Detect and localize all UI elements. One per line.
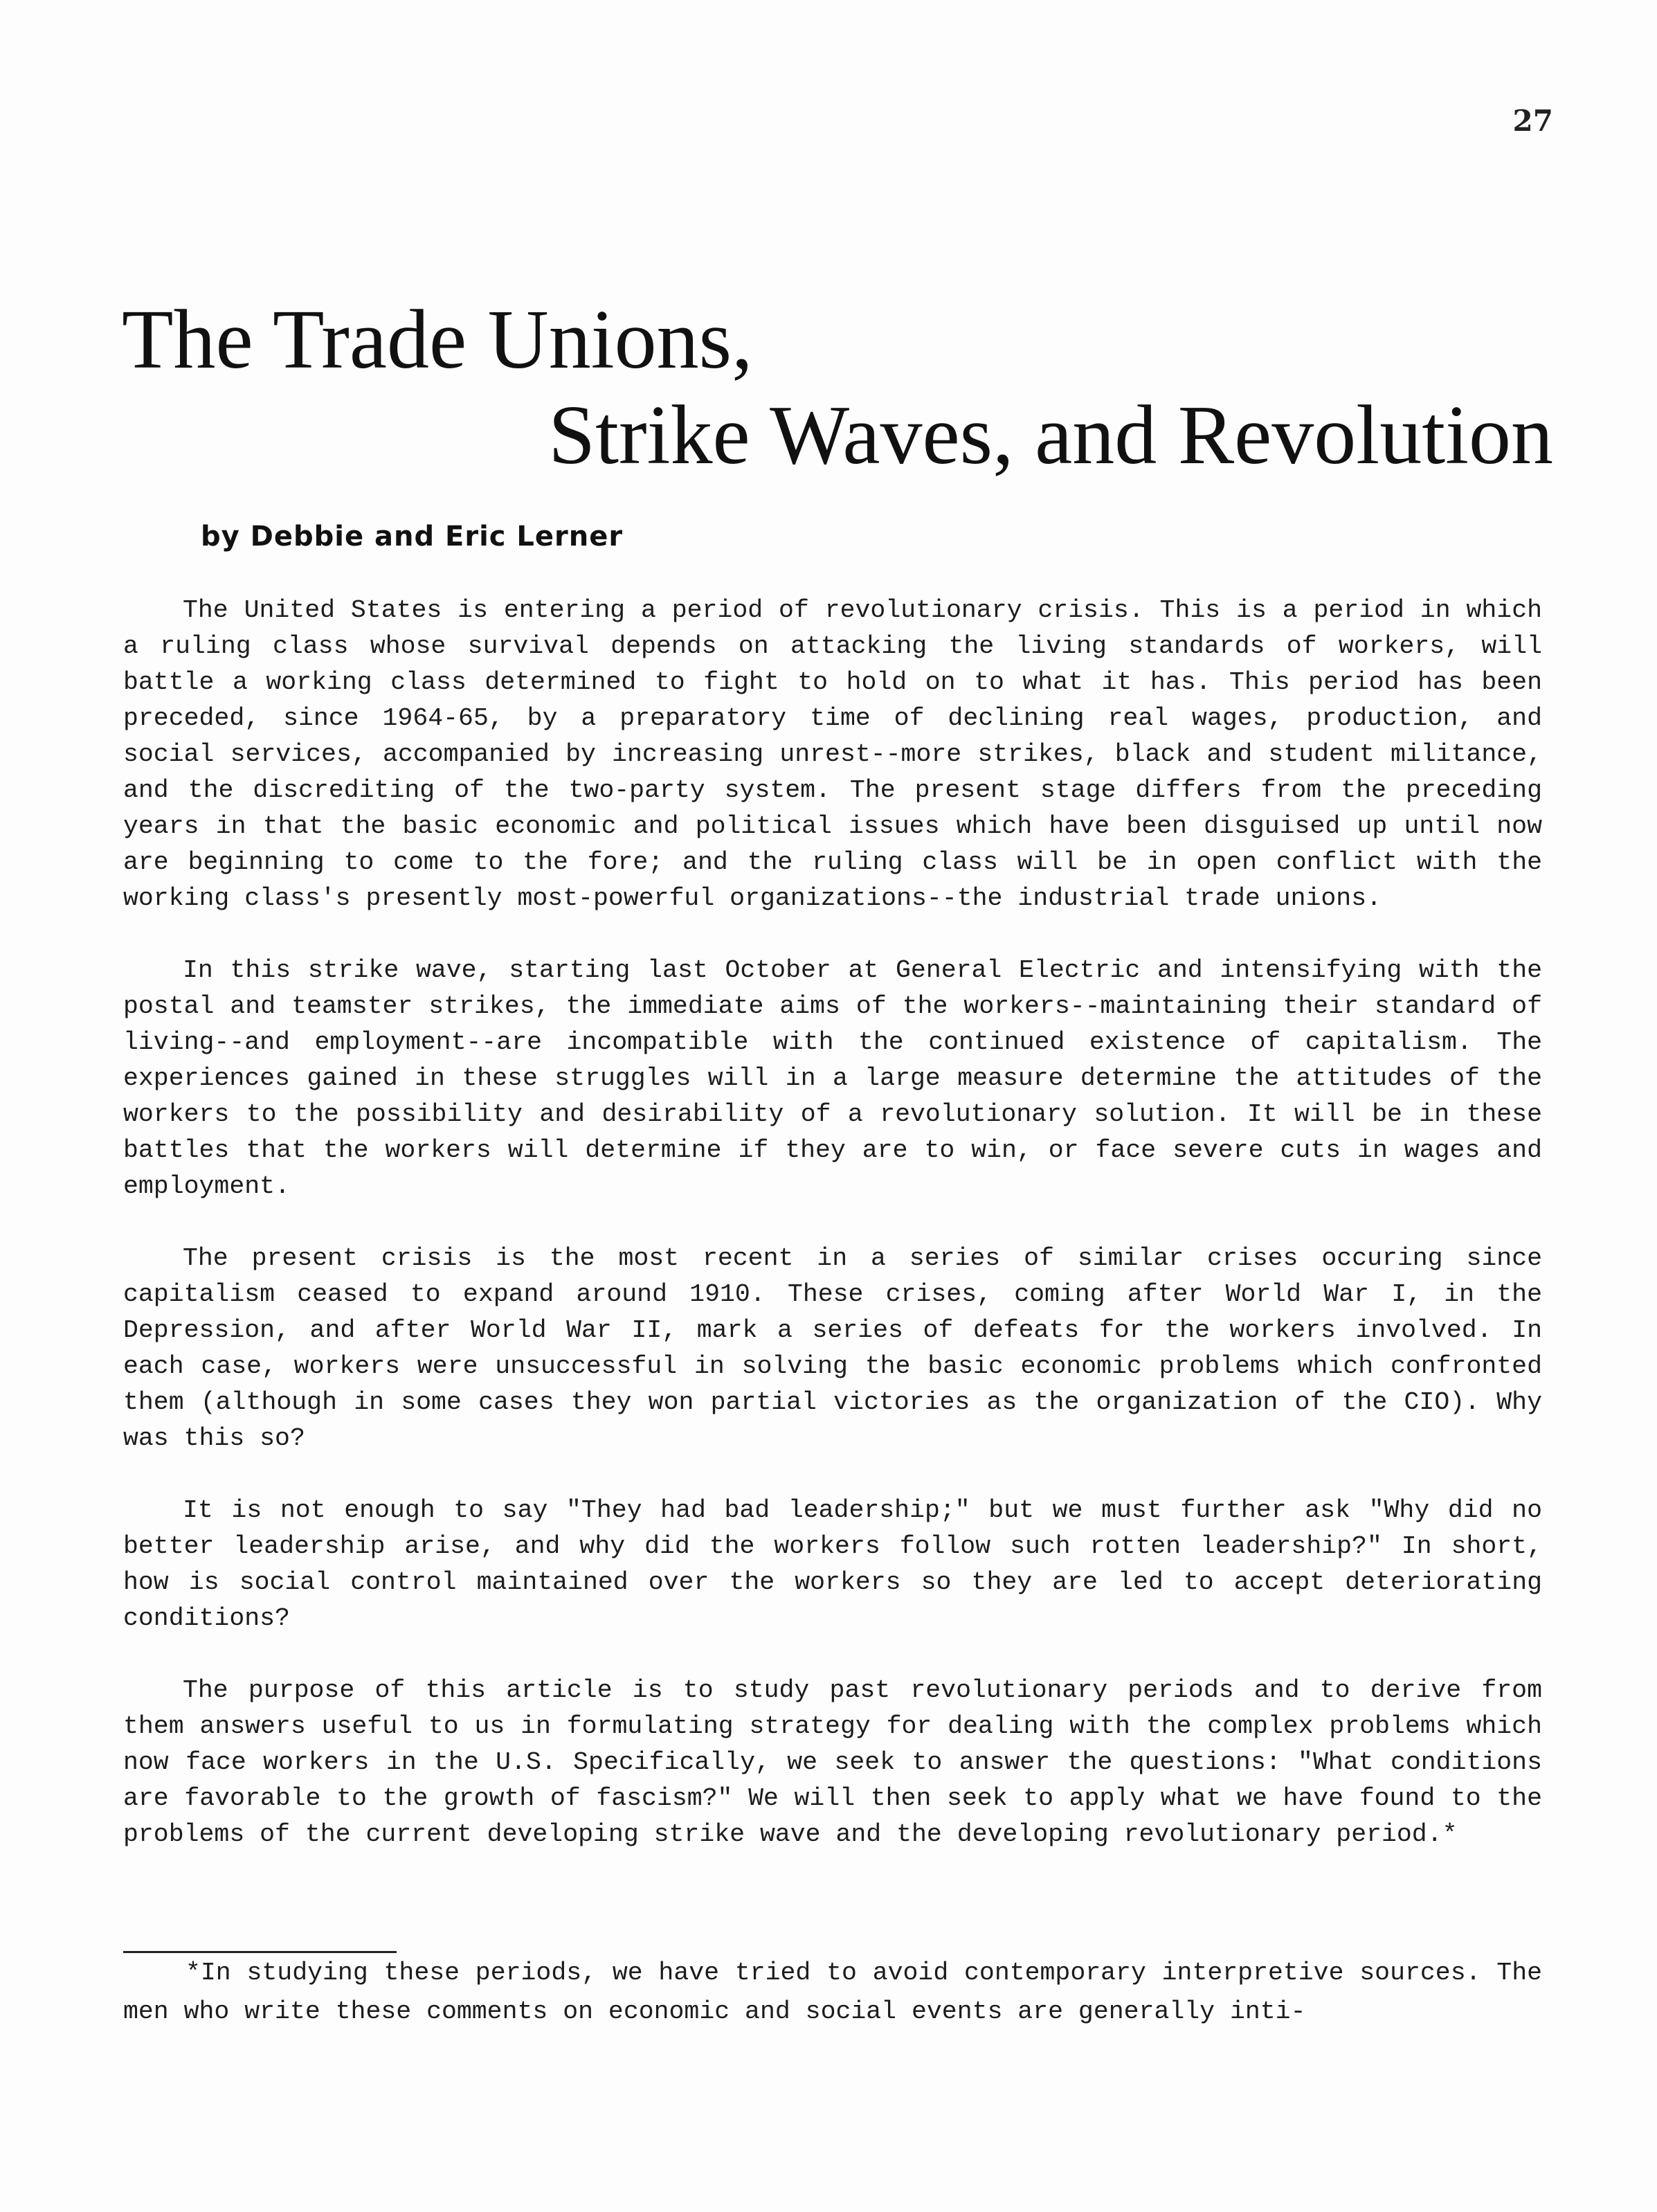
article-body (123, 593, 1542, 1889)
footnote-divider (123, 1951, 397, 1953)
article-title-line-2: Strike Waves, and Revolution (548, 388, 1553, 482)
paragraph-1: The United States is entering a period of revolutionary crisis. This is a period in which a ruling class whose survival depends on attacking the living standards of workers, will battle a working class determined to fight to hold on to what it has. This period has been preceded, since 1964-65, by a preparatory time of declining real wages, production, and social services, accompanied by increasing unrest--more strikes, black and student militance, and the discrediting of the two-party system. The present stage differs from the preceding years in that the basic economic and political issues which have been disguised up until now are beginning to come to the fore; and the ruling class will be in open conflict with the working class's presently most-powerful organizations--the industrial trade unions. (123, 596, 1542, 912)
author-byline: by Debbie and Eric Lerner (201, 521, 624, 552)
paragraph-4: It is not enough to say "They had bad leadership;" but we must further ask "Why did no better leadership arise, and why did the workers follow such rotten leadership?" In short, how is social control maintained over the workers so they are led to accept deteriorating conditions? (123, 1496, 1542, 1633)
paragraph-3: The present crisis is the most recent in a series of similar crises occuring since capitalism ceased to expand around 1910. These crises, coming after World War I, in the Depression, and after World War II, mark a series of defeats for the workers involved. In each case, workers were unsuccessful in solving the basic economic problems which confronted them (although in some cases they won partial victories as the organization of the CIO). Why was this so? (123, 1244, 1542, 1453)
footnote: *In studying these periods, we have tried to avoid contemporary interpretive sources. The men who write these comments on economic and social events are generally inti- (123, 1959, 1542, 2026)
article-title-line-1: The Trade Unions, (122, 293, 753, 386)
paragraph-5: The purpose of this article is to study past revolutionary periods and to derive from them answers useful to us in formulating strategy for dealing with the complex problems which now face workers in the U.S. Specifically, we seek to answer the questions: "What conditions are favorable to the growth of fascism?" We will then seek to apply what we have found to the problems of the current developing strike wave and the developing revolutionary period.* (123, 1676, 1542, 1849)
page-number: 27 (1512, 104, 1553, 138)
paragraph-2: In this strike wave, starting last October at General Electric and intensifying with the postal and teamster strikes, the immediate aims of the workers--maintaining their standard of living--and employment--are incompatible with the continued existence of capitalism. The experiences gained in these struggles will in a large measure determine the attitudes of the workers to the possibility and desirability of a revolutionary solution. It will be in these battles that the workers will determine if they are to win, or face severe cuts in wages and employment. (123, 956, 1542, 1201)
